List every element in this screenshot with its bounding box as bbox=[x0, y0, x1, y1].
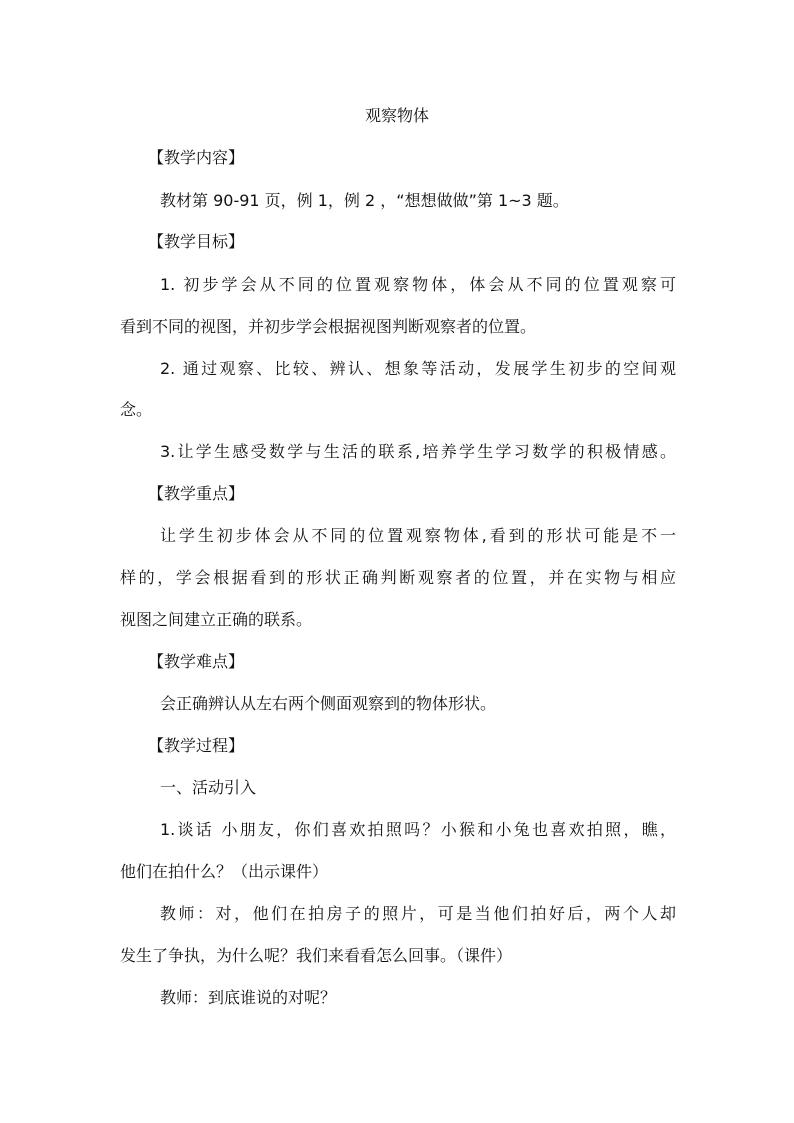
section-activity-intro: 一、活动引入 bbox=[160, 778, 257, 797]
document-title: 观察物体 bbox=[364, 106, 429, 125]
heading-teaching-process: 【教学过程】 bbox=[148, 736, 245, 755]
key-points-line-3: 视图之间建立正确的联系。 bbox=[120, 610, 313, 629]
talk-line-2: 他们在拍什么？（出示课件） bbox=[120, 862, 329, 881]
heading-key-points: 【教学重点】 bbox=[148, 484, 245, 503]
goal-2-line-2: 念。 bbox=[120, 400, 153, 419]
heading-teaching-goals: 【教学目标】 bbox=[148, 232, 245, 251]
goal-1-line-1: 1. 初步学会从不同的位置观察物体，体会从不同的位置观察可 bbox=[160, 275, 676, 294]
key-points-line-1: 让学生初步体会从不同的位置观察物体,看到的形状可能是不一 bbox=[160, 526, 676, 545]
difficulty-text: 会正确辨认从左右两个侧面观察到的物体形状。 bbox=[160, 694, 497, 713]
talk-line-1: 1.谈话 小朋友，你们喜欢拍照吗？小猴和小兔也喜欢拍照，瞧， bbox=[160, 820, 676, 839]
heading-teaching-content: 【教学内容】 bbox=[148, 148, 245, 167]
teacher-2: 教师：到底谁说的对呢？ bbox=[160, 988, 337, 1007]
teacher-1-line-2: 发生了争执，为什么呢？我们来看看怎么回事。（课件） bbox=[120, 946, 513, 965]
goal-3: 3.让学生感受数学与生活的联系,培养学生学习数学的积极情感。 bbox=[160, 442, 676, 461]
teacher-1-line-1: 教师：对，他们在拍房子的照片，可是当他们拍好后，两个人却 bbox=[160, 904, 676, 923]
content-text: 教材第 90-91 页，例 1，例 2 ，“想想做做”第 1~3 题。 bbox=[160, 191, 569, 210]
goal-2-line-1: 2. 通过观察、比较、辨认、想象等活动，发展学生初步的空间观 bbox=[160, 359, 676, 378]
heading-difficulty: 【教学难点】 bbox=[148, 652, 245, 671]
goal-1-line-2: 看到不同的视图，并初步学会根据视图判断观察者的位置。 bbox=[120, 317, 537, 336]
key-points-line-2: 样的，学会根据看到的形状正确判断观察者的位置，并在实物与相应 bbox=[120, 568, 676, 587]
